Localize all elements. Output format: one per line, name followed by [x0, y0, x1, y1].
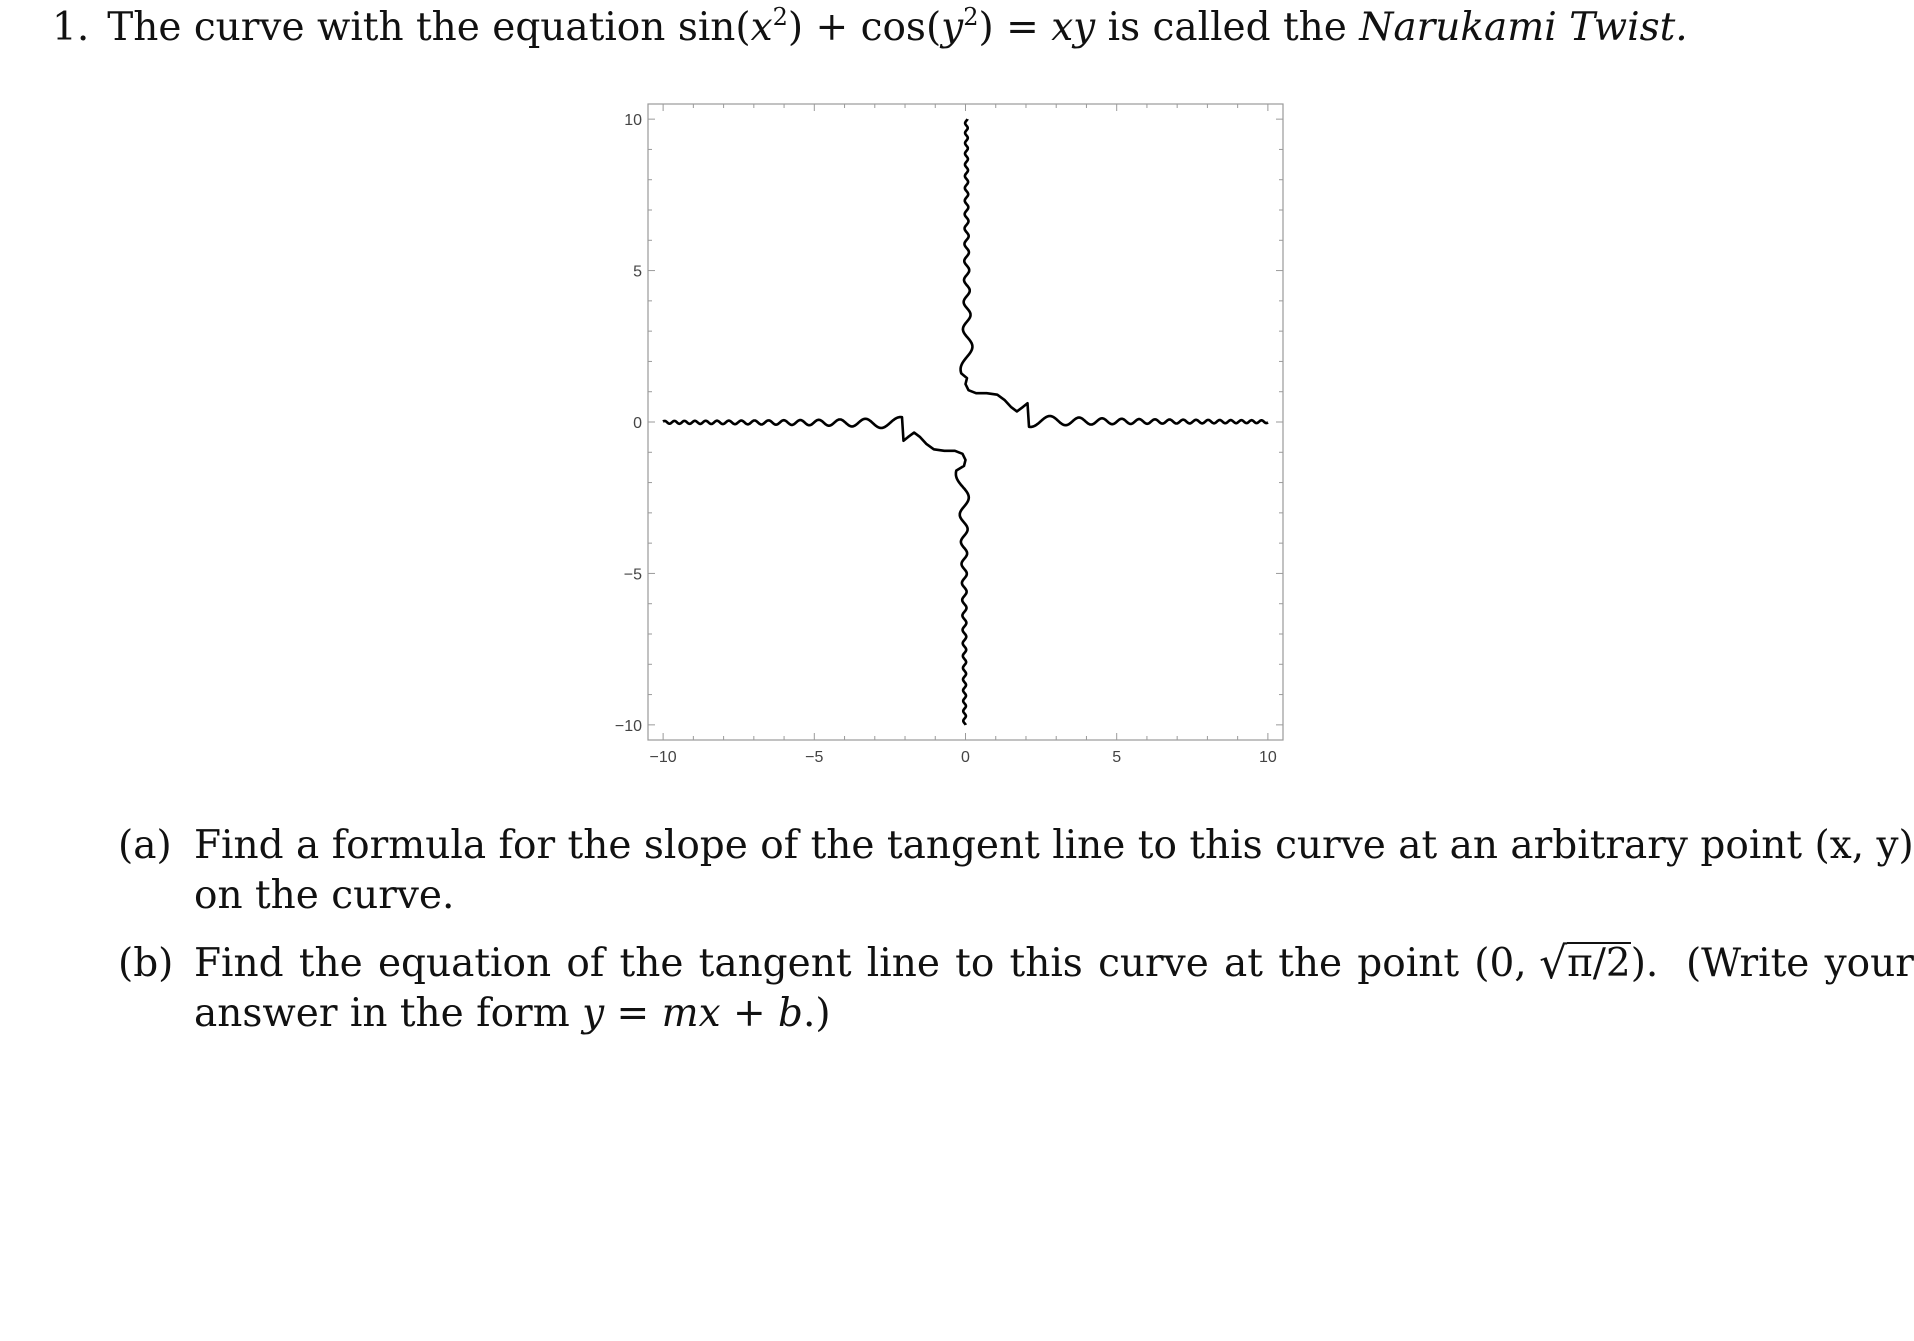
part-b-line1	[194, 938, 1914, 990]
part-b-word: (0, √π/2).	[1474, 938, 1671, 989]
part-a-word: the	[810, 823, 875, 868]
part-a-word: a	[296, 823, 320, 868]
y-tick-label: 10	[624, 112, 642, 130]
part-a-word: arbitrary	[1510, 823, 1688, 868]
x-tick-label: 0	[961, 749, 970, 766]
part-b-word: to	[955, 941, 995, 986]
curve-branch-upper-right	[961, 119, 1268, 427]
part-a-word: formula	[331, 823, 487, 868]
y-tick-label: −5	[623, 566, 642, 584]
part-a-word: tangent	[886, 823, 1040, 868]
part-b-word: at	[1224, 941, 1263, 986]
part-b-word: the	[1278, 941, 1343, 986]
part-b-word: tangent	[698, 941, 852, 986]
part-b-word: point	[1357, 941, 1460, 986]
curve-name: Narukami Twist.	[1359, 5, 1688, 50]
part-b-word: Find	[194, 941, 284, 986]
part-a-line2: on the curve.	[194, 873, 455, 918]
part-a-word: slope	[643, 823, 748, 868]
equation: $\sin(x^2) + \cos(y^2)$ = xy	[677, 3, 1096, 50]
part-a-word: Find	[194, 823, 284, 868]
part-b-word: the	[298, 941, 363, 986]
part-b-word: equation	[377, 941, 552, 986]
part-a-line1	[194, 820, 1914, 872]
y-tick-label: 5	[633, 263, 642, 281]
x-tick-label: 5	[1112, 749, 1122, 766]
part-a-word: at	[1398, 823, 1438, 868]
problem-text-mid: is called the	[1095, 5, 1360, 50]
part-b-word: of	[566, 941, 605, 986]
part-b-word: your	[1824, 941, 1914, 986]
part-a-word: to	[1137, 823, 1177, 868]
part-b-word: this	[1009, 941, 1083, 986]
part-a-word: curve	[1275, 823, 1386, 868]
y-tick-label: −10	[614, 717, 642, 735]
part-b-word: (Write	[1685, 941, 1810, 986]
part-b-word: line	[866, 941, 940, 986]
part-b-word: the	[619, 941, 684, 986]
part-a-word: of	[760, 823, 799, 868]
y-tick-label: 0	[633, 415, 642, 432]
part-a-word: this	[1189, 823, 1263, 868]
part-a-word: an	[1449, 823, 1498, 868]
x-tick-label: −5	[805, 749, 824, 766]
part-a-word: (x, y)	[1814, 823, 1914, 868]
x-tick-label: 10	[1258, 749, 1277, 766]
x-tick-label: −10	[649, 749, 677, 766]
part-a-word: for	[498, 823, 556, 868]
part-b-word: curve	[1098, 941, 1209, 986]
part-a-word: line	[1052, 823, 1126, 868]
part-b-label: (b)	[118, 941, 174, 986]
form-equation: y = mx + b	[582, 991, 803, 1036]
sqrt-expression: √π/2	[1539, 938, 1631, 989]
part-b-line2: answer in the form y = mx + b.)	[194, 991, 831, 1036]
curve-branch-lower-left	[663, 417, 969, 725]
problem-text: The curve with the equation	[107, 5, 666, 50]
part-a-label: (a)	[118, 823, 172, 868]
part-a-word: the	[567, 823, 632, 868]
problem-number: 1.	[52, 5, 90, 50]
part-a-word: point	[1700, 823, 1803, 868]
